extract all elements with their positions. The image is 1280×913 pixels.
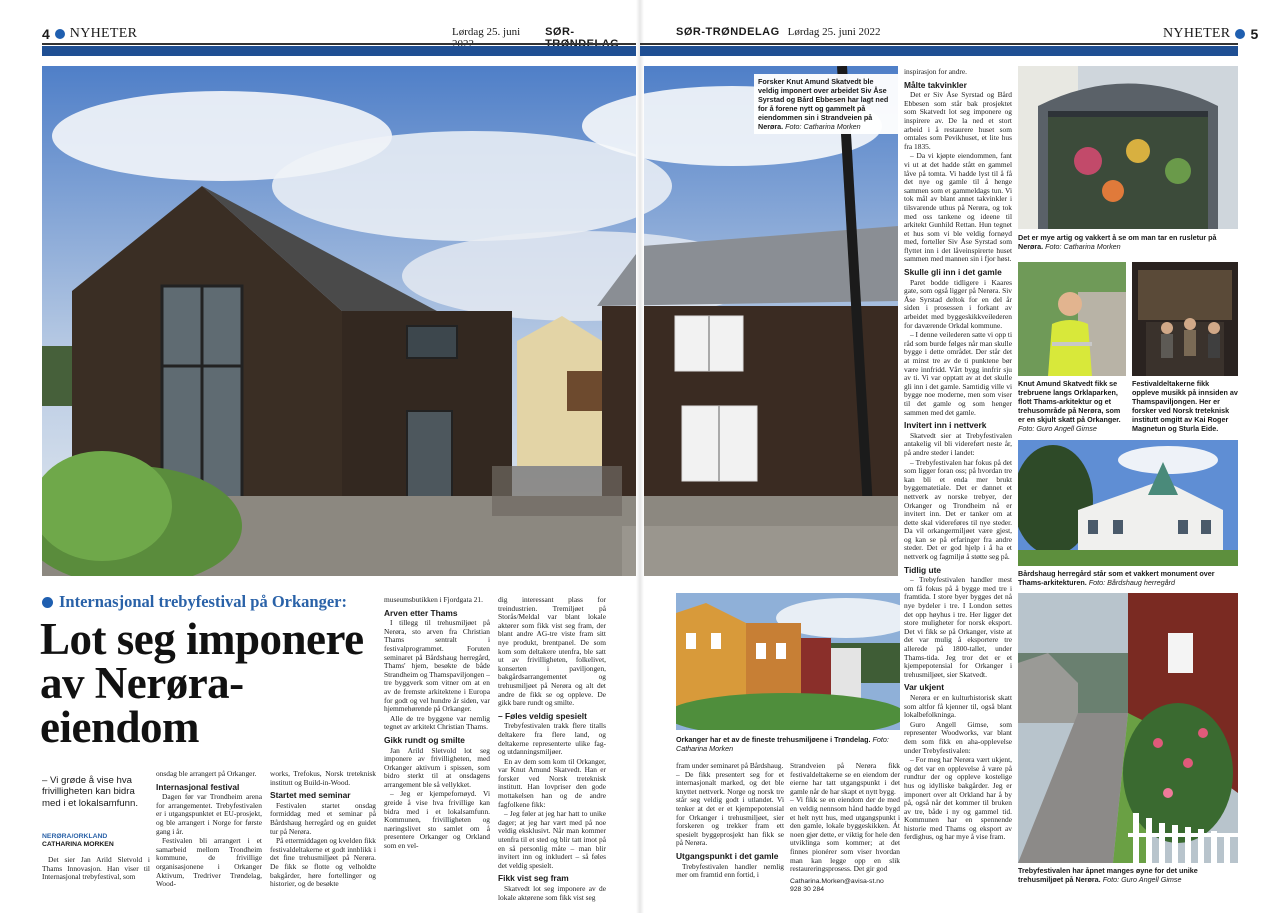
region-name: SØR-TRØNDELAG [676,26,780,38]
paragraph: Festivalen startet onsdag formiddag med et seminar på Bårdshaug herregård og en guidet tur på Nerøra. [270,800,376,836]
paragraph: Alle de tre byggene var nemlig tegnet av arkitekt Christian Thams. [384,713,490,732]
region-name: SØR- [545,26,575,38]
body-column-8 [904,68,1012,843]
header-rule [42,43,640,45]
section-name: NYHETER [69,26,138,41]
hall-photo [1132,262,1238,376]
paragraph: Skatvedt sier at Trebyfestivalen antakelig vil bli videreført neste år, på andre steder i landet: [904,430,1012,457]
lane-photo [1018,593,1238,863]
paragraph: Paret bodde tidligere i Kaares gate, som også ligger på Nerøra. Siv Åse Syrstad deltok for en del år siden i prosessen i forkant av arbeidet med byggeskikkveilederen for daværende Orkdal kommune. [904,277,1012,330]
header-rule [640,43,1238,45]
headline: Lot seg imponere av Nerøra-eiendom [40,614,364,752]
caption-text: Knut Amund Skatvedt fikk se trebruene langs Orklaparken, flott Thams-arkitektur og et trehusområde på Nerøra, som er en skjult skatt på Orkanger. [1018,379,1121,424]
paragraph: fram under seminaret på Bårdshaug. – De fikk presentert seg for et internasjonalt marked, og det ble knyttet nettverk. Norge og norsk tre står seg veldig godt i utlandet. Vi tenker at det er et kjempepotensial for Orkanger i trehusmiljøet, sier forskeren og trekker fram ett spesielt byggeprosjekt han fikk se på Nerøra. [676,761,784,848]
header-bar [640,46,1238,56]
caption-text: Det er mye artig og vakkert å se om man tar en rusletur på Nerøra. [1018,233,1217,251]
paragraph: – Jeg føler at jeg har hatt to unike dager; at jeg har vært med på noe veldig eksklusivt. Når man kommer utenfra til et sted og blir tatt imot på en så personlig måte – man blir invitert inn og inkludert – så føles det veldig spesielt. [498,809,606,870]
paragraph: works, Trefokus, Norsk treteknisk institutt og Build-in-Wood. [270,769,376,787]
caption-text: Festivaldeltakerne fikk oppleve musikk på innsiden av Thamspaviljongen. Her er forsker ved Norsk treteknisk institutt omgitt av Kai Roger Magnetun og Sturla Eide. [1132,379,1238,433]
paragraph: Strandveien på Nerøra fikk festivaldeltakerne se en eiendom der eierne har tatt utgangspunkt i det gamle når de har skapt et nytt bygg. – Vi fikk se en eiendom der de med en veldig nennsom hånd hadde bygd et helt nytt hus, med utgangspunkt i den gamle, lokale byggeskikken. Át noen gjør dette, er viktig for hele den utviklinga som kommer; at det finnes pionérer som viser hvordan man kan legge opp en slik restaureringsprosess. Det gir god [790,761,901,874]
paragraph: museumsbutikken i Fjordgata 21. [384,595,483,604]
subheading: Var ukjent [904,682,945,693]
paragraph: – For meg har Nerøra vært ukjent, og det var en opplevelse å være på rundtur der og oppleve kostelige hus og idylliske bakgårder. Jeg er imponert over alt Orkland har å by på, også når det kommer til bruken av tre, både i ny og gammel tid. Kommunen har en spennende historie med Thams og eksport av ferdighus, og har mye å vise fram. [904,755,1012,842]
pavilion-photo [1018,66,1238,229]
paragraph: – Da vi kjøpte eiendommen, fant vi ut at det hadde stått en gammel låve på tomta. Vi hadde lyst til å få det nye og gamle til å henge sammen som et gammeldags tun. Vi tok mål av blant annet takvinkler i tilsvarende uthus på Nerøra, og tok med oss tankene og ideene til arkitekt Gunhild Rettan. Hun tegnet et hus som vi ble veldig fornøyd med, forteller Siv Åse Syrstad som flyttet inn i det låveinspirerte huset sammen med mannen sin i fjor høst. [904,151,1012,264]
issue-date: Lørdag 25. juni 2022 [787,26,881,38]
subheading: Startet med seminar [270,790,351,801]
paragraph: dig interessant plass for treindustrien. Tremiljøet på Storås/Meldal var blant lokale aktører som fikk vist seg fram, der blant andre AG-tre viste fram sitt nye produkt, brentpanel. De som kom som deltakere utenfra, ble satt ut av frivilligheten, folkelivet, konserten i paviljongen, bakgårdsarrangementet og trehusmiljøet på Nerøra og alt det andre de fikk se og oppleve. De gikk bare rundt og smilte. [498,595,606,708]
street-photo-caption [676,735,900,753]
subheading: Utgangspunkt i det gamle [676,850,779,861]
hall-photo-caption [1132,379,1238,433]
paragraph: Jan Arild Sletvold lot seg imponere av frivilligheten, med Orkanger aktivum i spissen, som bidro sterkt til at onsdagens arrangement ble så vellykket. [384,745,490,789]
section-name: NYHETER [1163,26,1231,41]
subheading: Skulle gli inn i det gamle [904,267,1002,278]
section-dot-icon [55,29,65,39]
body-column-6 [676,762,784,881]
photo-credit: Foto: Catharina Morken [785,122,861,131]
photo-credit: Foto: Guro Angell Gimse [1102,875,1182,884]
paragraph: Skatvedt lot seg imponere av de lokale aktørene som fikk vist seg [498,884,606,902]
kicker-text: Internasjonal trebyfestival på Orkanger: [59,592,347,611]
paragraph: onsdag ble arrangert på Orkanger. [156,769,257,778]
byline-name: CATHARINA MORKEN [42,841,114,849]
manor-photo-caption [1018,569,1238,587]
paragraph: Guro Angell Gimse, som representer Woodworks, var blant dem som fikk en aha-opplevelse under Trebyfestivalen: [904,719,1012,755]
paragraph: Det er Siv Åse Syrstad og Bård Ebbesen som står bak prosjektet som Skatvedt lot seg imponere og inspirere av. De la ned et stort arbeid i å restaurere huset som omtales som Pevikhuset, et lite hus fra 1835. [904,90,1012,151]
subheading: Tidlig ute [904,564,942,575]
kicker-dot-icon [42,597,53,608]
page-number: 5 [1250,26,1259,42]
paragraph: I tillegg til trehusmiljøet på Nerøra, sto arven fra Christian Thams sentralt i festivalprogrammet. Foruten seminaret på Bårdshaug herregård, Thams' hjem, besøkte de både Strandheim og Thamspaviljongen – tre byggverk som vitner om at en av de fremste arkitektene i Europa for godt og vel hundre år siden, var hjemmehørende på Orkanger. [384,618,490,714]
paragraph: – Trebyfestivalen har fokus på det som ligger foran oss; på hvordan tre kan bli et enda mer brukt byggematetiale. Det er dannet et nettverk av norske trebyer, der Orkanger og Trondheim nå er invitert inn. Det er tanker om at dette skal videreføres til nye steder. Da vil orkangermiljøet være gjest, og kan se på erfaringer fra andre steder. Det er god hjelp i å ha et nettverk og fagmiljø å støtte seg på. [904,457,1012,562]
portrait-photo-caption [1018,379,1126,433]
paragraph: Det sier Jan Arild Sletvold i Thams Innovasjon. Han viser til Internasjonal trebyfestival, som [42,855,150,882]
caption-text: Forsker Knut Amund Skatvedt ble veldig imponert over arbeidet Siv Åse Syrstad og Bård Ebbesen har lagt ned for å forene nytt og gammelt på eiendommen sin i Strandveien på Nerøra. [758,77,889,131]
byline-place: NERØRA/ORKLAND [42,833,108,840]
subheading: Fikk vist seg fram [498,873,569,884]
photo-credit: Foto: Bårdshaug herregård [1088,578,1176,587]
section-dot-icon [1235,29,1245,39]
subheading: Gikk rundt og smilte [384,734,465,745]
contact-line: Catharina.Morken@avisa-st.no 928 30 284 [790,877,884,894]
subheading: Internasjonal festival [156,781,240,792]
body-column-4 [384,596,490,852]
ingress: – Vi grøde å vise hva frivilligheten kan bidra med i et lokalsamfunn. [42,775,138,809]
portrait-photo [1018,262,1126,376]
pavilion-photo-caption [1018,233,1238,251]
paragraph: inspirasjon for andre. [904,67,968,76]
right-dateline [676,26,881,38]
paragraph: – Jeg er kjempefornøyd. Vi greide å vise hva frivillige kan bidra med i et lokalsamfunn. Kommunen, frivilligheten og næringslivet sto samlet om å presentere Orkanger og Orkland som en vel- [384,789,490,851]
caption-text: Trebyfestivalen har åpnet manges øyne for det unike trehusmiljøet på Nerøra. [1018,866,1198,884]
paragraph: Festivalen bli arrangert i et samarbeid mellom Trondheim kommune, de frivillige organisasjonene i Orkanger Aktivum, Tredriver Trøndelag, Wood- [156,836,262,889]
caption-text: Bårdshaug herregård står som et vakkert monument over Thams-arkitekturen. [1018,569,1215,587]
paragraph: – Trebyfestivalen handler mest om få fokus på å bygge med tre i framtida. I store byer bygges det nå nye bydeler i tre. I London settes det opp høyhus i tre. Her ligger det store muligheter for norsk eksport. Det vi fikk se på Orkanger, viste at det var mulig å eksportere tre allerede på 1800-tallet, under Thams-tida. Jeg tror det er et kjempepotensial for Orkanger i trehusmiljøet, sier Skatvedt. [904,575,1012,679]
main-photo-caption [754,74,900,134]
paragraph: En av dem som kom til Orkanger, var Knut Amund Skatvedt. Han er forsker ved Norsk treteknisk institutt. Han lovpriser den gode mottakelsen han og de andre fagfolkene fikk: [498,756,606,809]
left-running-head [42,26,137,42]
article-kicker [42,592,347,612]
subheading: Invitert inn i nettverk [904,420,987,431]
issue-date: Lørdag 25. juni [452,26,521,38]
body-column-7 [790,762,900,896]
body-column-1 [42,856,150,883]
header-bar [42,46,640,56]
paragraph: Dagen før var Trondheim arena for arrangementet. Trebyfestivalen er i utgangspunktet et EU-prosjekt, og ble arrangert i Norge for første gang i år. [156,792,262,836]
body-column-3 [270,770,376,890]
paragraph: Trebyfestivalen handler nemlig mer om framtid enn fortid, i [676,861,784,880]
right-page [640,0,1280,913]
paragraph: Nerøra er en kulturhistorisk skatt som altfor få kjenner til, også blant lokalbefolkninga. [904,692,1012,720]
paragraph: På ettermiddagen og kvelden fikk festivaldeltakerne et godt innblikk i det fine trehusmiljøet på Nerøra. De fikk se flotte og velholdte bakgårder, høre fortellinger og historier, og de besøkte [270,836,376,889]
subheading: Målte takvinkler [904,79,967,90]
photo-credit: Foto: Catharina Morken [676,735,889,753]
paragraph: – I denne veilederen satte vi opp ti råd som burde følges når man skulle bygge i dette området. Der står det at minst tre av de ti punktene bør være innfridd. Vårt bygg innfrir sju av ti. Vi var opptatt av at det skulle gli inn i det gamle. Samtidig ville vi bygge noe moderne, men som viser til det gamle og som henger sammen med det gamle. [904,330,1012,417]
caption-text: Orkanger har et av de fineste trehusmiljøene i Trøndelag. [676,735,871,744]
page-number: 4 [42,26,50,42]
manor-photo [1018,440,1238,566]
byline [42,833,150,850]
photo-credit: Foto: Catharina Morken [1045,242,1121,251]
right-running-head [1163,26,1258,42]
lane-photo-caption [1018,866,1238,884]
subheading: Arven etter Thams [384,607,458,618]
street-photo [676,593,900,730]
subheading: – Føles veldig spesielt [498,710,587,721]
photo-credit: Foto: Guro Angell Gimse [1018,424,1097,433]
paragraph: Trebyfestivalen trakk flere titalls deltakere fra flere land, og deltakerne representerte ulike fag- og utdanningsmiljøer. [498,721,606,757]
body-column-5 [498,596,606,903]
body-column-2 [156,770,262,890]
